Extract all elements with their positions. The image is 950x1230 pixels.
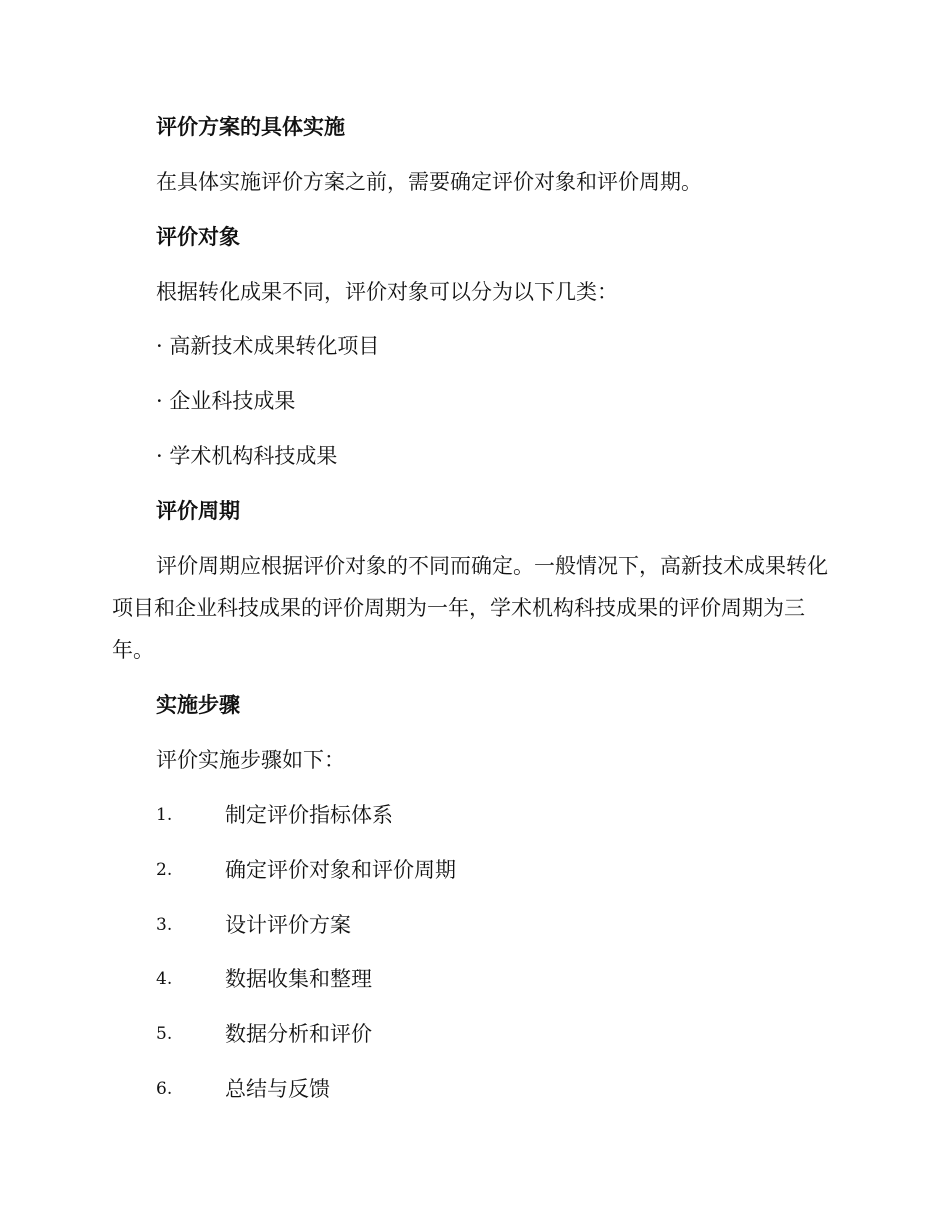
list-item: · 学术机构科技成果 <box>156 444 338 468</box>
step-text: 数据收集和整理 <box>225 967 372 991</box>
list-item: · 高新技术成果转化项目 <box>156 334 380 358</box>
step-number: 5. <box>156 1024 173 1044</box>
steps-lead: 评价实施步骤如下： <box>156 748 345 772</box>
step-text: 设计评价方案 <box>225 913 351 937</box>
section-title: 评价方案的具体实施 <box>156 114 345 139</box>
step-number: 2. <box>156 860 173 880</box>
period-heading: 评价周期 <box>156 498 240 523</box>
list-item: · 企业科技成果 <box>156 389 296 413</box>
step-text: 数据分析和评价 <box>225 1022 372 1046</box>
period-paragraph: 评价周期应根据评价对象的不同而确定。一般情况下，高新技术成果转化项目和企业科技成果的评价周期为一年，学术机构科技成果的评价周期为三年。 <box>112 554 828 662</box>
intro-paragraph: 在具体实施评价方案之前，需要确定评价对象和评价周期。 <box>156 170 702 194</box>
step-number: 6. <box>156 1079 173 1099</box>
step-text: 总结与反馈 <box>225 1077 330 1101</box>
step-text: 确定评价对象和评价周期 <box>225 858 456 882</box>
step-number: 3. <box>156 915 173 935</box>
step-text: 制定评价指标体系 <box>225 803 393 827</box>
objects-heading: 评价对象 <box>156 224 240 249</box>
steps-heading: 实施步骤 <box>156 692 240 717</box>
step-number: 1. <box>156 805 173 825</box>
objects-lead: 根据转化成果不同，评价对象可以分为以下几类： <box>156 280 618 304</box>
step-number: 4. <box>156 969 173 989</box>
